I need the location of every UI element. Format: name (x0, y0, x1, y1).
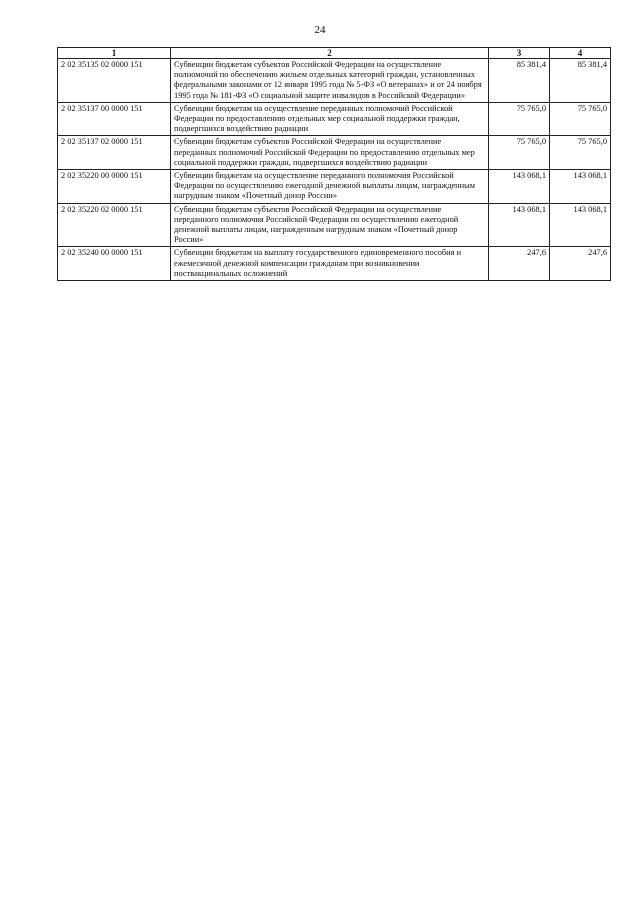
description: Субвенции бюджетам на осуществление переданных полномочий Российской Федерации по предоставлению отдельных мер социальной поддержки граждан, подвергшихся воздействию радиации (171, 102, 489, 136)
column-header-1: 1 (58, 48, 171, 59)
table-row (58, 136, 611, 170)
column-header-4: 4 (550, 48, 611, 59)
table-row (58, 59, 611, 103)
table-header-row (58, 48, 611, 59)
amount-column-4: 85 381,4 (550, 59, 611, 103)
column-header-3: 3 (489, 48, 550, 59)
amount-column-3: 247,6 (489, 247, 550, 281)
amount-column-4: 143 068,1 (550, 203, 611, 247)
budget-code: 2 02 35137 00 0000 151 (58, 102, 171, 136)
table-row (58, 203, 611, 247)
budget-code: 2 02 35137 02 0000 151 (58, 136, 171, 170)
table-row (58, 170, 611, 204)
amount-column-4: 75 765,0 (550, 102, 611, 136)
amount-column-3: 85 381,4 (489, 59, 550, 103)
description: Субвенции бюджетам субъектов Российской Федерации на осуществление переданных полномочий Российской Федерации по предоставлению отдельных мер социальной поддержки граждан, подвергшихся воздействию радиации (171, 136, 489, 170)
budget-code: 2 02 35135 02 0000 151 (58, 59, 171, 103)
budget-table (57, 47, 611, 281)
amount-column-3: 143 068,1 (489, 203, 550, 247)
description: Субвенции бюджетам субъектов Российской Федерации на осуществление полномочий по обеспечению жильем отдельных категорий граждан, установленных федеральными законами от 12 января 1995 года № 5-ФЗ «О ветеранах» и от 24 ноября 1995 года № 181-ФЗ «О социальной защите инвалидов в Российской Федерации» (171, 59, 489, 103)
description: Субвенции бюджетам на выплату государственного единовременного пособия и ежемесячной денежной компенсации гражданам при возникновении поствакцинальных осложнений (171, 247, 489, 281)
amount-column-4: 75 765,0 (550, 136, 611, 170)
budget-code: 2 02 35220 00 0000 151 (58, 170, 171, 204)
amount-column-4: 143 068,1 (550, 170, 611, 204)
description: Субвенции бюджетам субъектов Российской Федерации на осуществление переданного полномочия Российской Федерации по осуществлению ежегодной денежной выплаты лицам, награжденным нагрудным знаком «Почетный донор России» (171, 203, 489, 247)
page-number: 24 (314, 24, 326, 36)
description: Субвенции бюджетам на осуществление переданного полномочия Российской Федерации по осуществлению ежегодной денежной выплаты лицам, награжденным нагрудным знаком «Почетный донор России» (171, 170, 489, 204)
amount-column-4: 247,6 (550, 247, 611, 281)
table-row (58, 102, 611, 136)
amount-column-3: 75 765,0 (489, 102, 550, 136)
table-row (58, 247, 611, 281)
amount-column-3: 75 765,0 (489, 136, 550, 170)
budget-code: 2 02 35240 00 0000 151 (58, 247, 171, 281)
amount-column-3: 143 068,1 (489, 170, 550, 204)
budget-code: 2 02 35220 02 0000 151 (58, 203, 171, 247)
column-header-2: 2 (171, 48, 489, 59)
